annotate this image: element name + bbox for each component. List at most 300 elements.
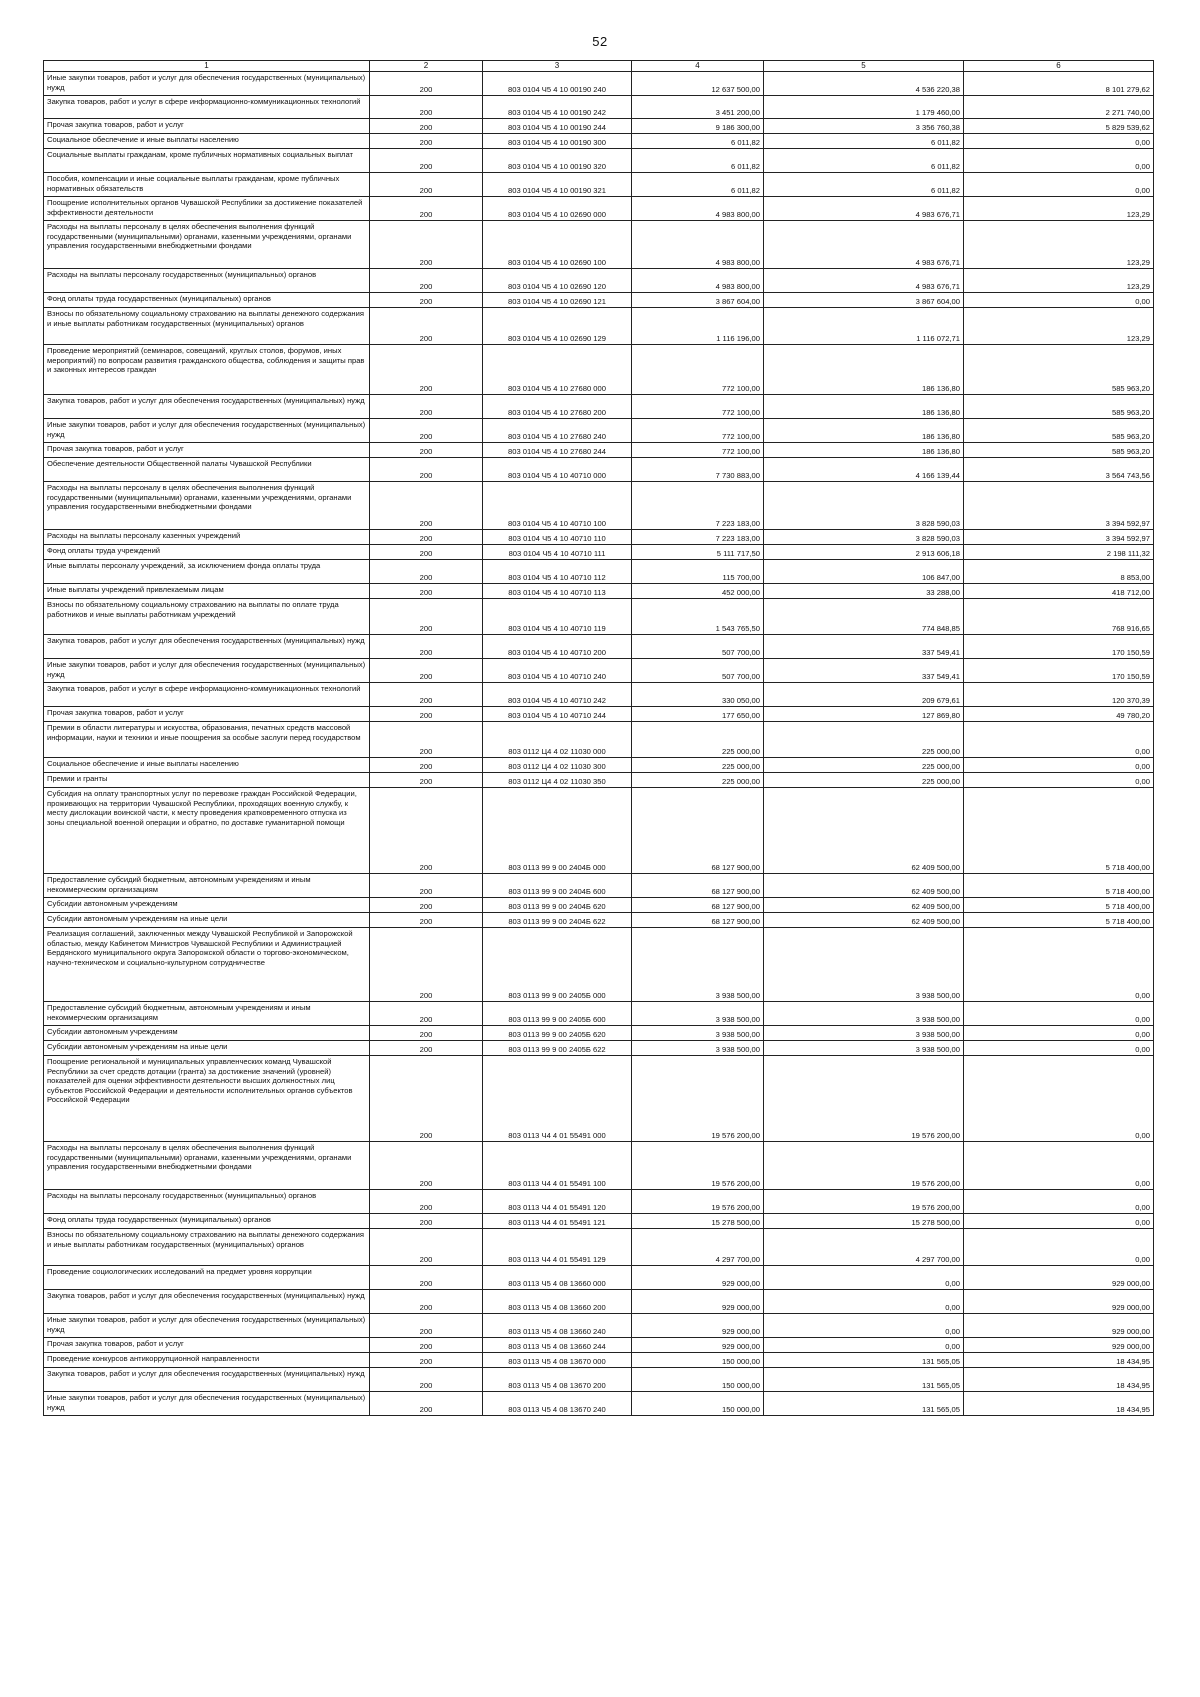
row-name: Субсидия на оплату транспортных услуг по перевозке граждан Российской Федерации, проживающих на территории Чувашской Республики, проходящих военную службу, к месту дислокации воинской части, к месту проведения кратковременного отпуска из зоны специальной военной операции и обратно, по доставке гуманитарной помощи xyxy=(44,788,370,874)
row-approved-amount: 929 000,00 xyxy=(632,1290,764,1314)
row-name: Прочая закупка товаров, работ и услуг xyxy=(44,1338,370,1353)
row-approved-amount: 3 938 500,00 xyxy=(632,1026,764,1041)
row-code: 200 xyxy=(370,345,483,395)
header-col-4: 4 xyxy=(632,61,764,72)
table-row xyxy=(44,458,1154,482)
row-name: Закупка товаров, работ и услуг в сфере информационно-коммуникационных технологий xyxy=(44,683,370,707)
table-row xyxy=(44,345,1154,395)
row-executed-amount: 3 938 500,00 xyxy=(764,928,964,1002)
row-approved-amount: 929 000,00 xyxy=(632,1314,764,1338)
table-row xyxy=(44,599,1154,635)
row-executed-amount: 127 869,80 xyxy=(764,707,964,722)
row-code: 200 xyxy=(370,1353,483,1368)
row-code: 200 xyxy=(370,1056,483,1142)
row-unexecuted-amount: 585 963,20 xyxy=(964,345,1154,395)
row-name: Субсидии автономным учреждениям на иные цели xyxy=(44,1041,370,1056)
row-approved-amount: 4 983 800,00 xyxy=(632,221,764,269)
row-name: Закупка товаров, работ и услуг для обеспечения государственных (муниципальных) нужд xyxy=(44,1368,370,1392)
row-unexecuted-amount: 170 150,59 xyxy=(964,635,1154,659)
row-budget-classification: 803 0113 Ч5 4 08 13660 244 xyxy=(483,1338,632,1353)
row-approved-amount: 7 223 183,00 xyxy=(632,530,764,545)
row-executed-amount: 106 847,00 xyxy=(764,560,964,584)
row-code: 200 xyxy=(370,221,483,269)
row-executed-amount: 337 549,41 xyxy=(764,659,964,683)
row-approved-amount: 12 637 500,00 xyxy=(632,72,764,96)
row-name: Иные выплаты учреждений привлекаемым лицам xyxy=(44,584,370,599)
row-unexecuted-amount: 0,00 xyxy=(964,1229,1154,1266)
row-budget-classification: 803 0104 Ч5 4 10 40710 111 xyxy=(483,545,632,560)
row-unexecuted-amount: 0,00 xyxy=(964,1002,1154,1026)
row-code: 200 xyxy=(370,1290,483,1314)
table-row xyxy=(44,1026,1154,1041)
row-name: Иные закупки товаров, работ и услуг для обеспечения государственных (муниципальных) нужд xyxy=(44,72,370,96)
row-code: 200 xyxy=(370,530,483,545)
row-executed-amount: 3 938 500,00 xyxy=(764,1002,964,1026)
row-code: 200 xyxy=(370,1392,483,1416)
row-name: Проведение социологических исследований на предмет уровня коррупции xyxy=(44,1266,370,1290)
row-unexecuted-amount: 0,00 xyxy=(964,1056,1154,1142)
row-unexecuted-amount: 3 394 592,97 xyxy=(964,530,1154,545)
table-row xyxy=(44,1190,1154,1214)
table-row xyxy=(44,1290,1154,1314)
row-budget-classification: 803 0113 Ч5 4 08 13660 200 xyxy=(483,1290,632,1314)
row-code: 200 xyxy=(370,134,483,149)
row-code: 200 xyxy=(370,1041,483,1056)
table-row xyxy=(44,874,1154,898)
row-approved-amount: 929 000,00 xyxy=(632,1338,764,1353)
row-budget-classification: 803 0104 Ч5 4 10 40710 244 xyxy=(483,707,632,722)
row-code: 200 xyxy=(370,928,483,1002)
row-approved-amount: 19 576 200,00 xyxy=(632,1190,764,1214)
row-code: 200 xyxy=(370,707,483,722)
row-unexecuted-amount: 0,00 xyxy=(964,149,1154,173)
row-code: 200 xyxy=(370,269,483,293)
table-row xyxy=(44,707,1154,722)
header-col-6: 6 xyxy=(964,61,1154,72)
row-executed-amount: 0,00 xyxy=(764,1314,964,1338)
row-approved-amount: 15 278 500,00 xyxy=(632,1214,764,1229)
row-name: Прочая закупка товаров, работ и услуг xyxy=(44,443,370,458)
table-row xyxy=(44,395,1154,419)
row-approved-amount: 150 000,00 xyxy=(632,1368,764,1392)
row-unexecuted-amount: 123,29 xyxy=(964,269,1154,293)
row-name: Прочая закупка товаров, работ и услуг xyxy=(44,707,370,722)
row-budget-classification: 803 0104 Ч5 4 10 40710 113 xyxy=(483,584,632,599)
row-budget-classification: 803 0113 99 9 00 2405Б 600 xyxy=(483,1002,632,1026)
row-code: 200 xyxy=(370,197,483,221)
row-unexecuted-amount: 585 963,20 xyxy=(964,419,1154,443)
row-code: 200 xyxy=(370,96,483,119)
row-executed-amount: 131 565,05 xyxy=(764,1353,964,1368)
table-row xyxy=(44,1041,1154,1056)
row-name: Поощрение региональной и муниципальных управленческих команд Чувашской Республики за счет средств дотации (гранта) за достижение значений (уровней) показателей для оценки эффективности деятельности высших должностных лиц субъектов Российской Федерации и деятельности исполнительных органов субъектов Российской Федерации xyxy=(44,1056,370,1142)
row-budget-classification: 803 0113 99 9 00 2404Б 622 xyxy=(483,913,632,928)
row-unexecuted-amount: 585 963,20 xyxy=(964,395,1154,419)
page-number: 52 xyxy=(592,34,608,49)
table-row xyxy=(44,1392,1154,1416)
row-name: Предоставление субсидий бюджетным, автономным учреждениям и иным некоммерческим организациям xyxy=(44,1002,370,1026)
row-budget-classification: 803 0104 Ч5 4 10 27680 244 xyxy=(483,443,632,458)
row-approved-amount: 3 938 500,00 xyxy=(632,928,764,1002)
row-name: Иные закупки товаров, работ и услуг для обеспечения государственных (муниципальных) нужд xyxy=(44,419,370,443)
table-row xyxy=(44,722,1154,758)
row-unexecuted-amount: 49 780,20 xyxy=(964,707,1154,722)
row-unexecuted-amount: 5 718 400,00 xyxy=(964,788,1154,874)
row-budget-classification: 803 0104 Ч5 4 10 40710 000 xyxy=(483,458,632,482)
row-approved-amount: 3 938 500,00 xyxy=(632,1002,764,1026)
row-approved-amount: 6 011,82 xyxy=(632,149,764,173)
row-code: 200 xyxy=(370,1214,483,1229)
row-unexecuted-amount: 123,29 xyxy=(964,197,1154,221)
row-name: Закупка товаров, работ и услуг для обеспечения государственных (муниципальных) нужд xyxy=(44,1290,370,1314)
row-name: Реализация соглашений, заключенных между Чувашской Республикой и Запорожской областью, между Кабинетом Министров Чувашской Республики и Администрацией Бердянского муниципального округа Запорожской области о торгово-экономическом, научно-техническом и социально-культурном сотрудничестве xyxy=(44,928,370,1002)
table-row xyxy=(44,293,1154,308)
row-approved-amount: 1 116 196,00 xyxy=(632,308,764,345)
row-approved-amount: 19 576 200,00 xyxy=(632,1056,764,1142)
row-code: 200 xyxy=(370,913,483,928)
row-executed-amount: 774 848,85 xyxy=(764,599,964,635)
row-approved-amount: 150 000,00 xyxy=(632,1353,764,1368)
row-budget-classification: 803 0104 Ч5 4 10 02690 121 xyxy=(483,293,632,308)
row-approved-amount: 150 000,00 xyxy=(632,1392,764,1416)
row-executed-amount: 3 938 500,00 xyxy=(764,1026,964,1041)
row-budget-classification: 803 0104 Ч5 4 10 40710 119 xyxy=(483,599,632,635)
row-code: 200 xyxy=(370,635,483,659)
header-col-3: 3 xyxy=(483,61,632,72)
row-unexecuted-amount: 0,00 xyxy=(964,173,1154,197)
row-approved-amount: 7 223 183,00 xyxy=(632,482,764,530)
row-code: 200 xyxy=(370,293,483,308)
table-row xyxy=(44,1338,1154,1353)
budget-execution-table xyxy=(43,60,1154,1416)
row-unexecuted-amount: 0,00 xyxy=(964,722,1154,758)
table-row xyxy=(44,221,1154,269)
row-executed-amount: 186 136,80 xyxy=(764,419,964,443)
row-budget-classification: 803 0104 Ч5 4 10 02690 100 xyxy=(483,221,632,269)
row-executed-amount: 33 288,00 xyxy=(764,584,964,599)
row-name: Фонд оплаты труда учреждений xyxy=(44,545,370,560)
row-code: 200 xyxy=(370,1002,483,1026)
row-unexecuted-amount: 0,00 xyxy=(964,293,1154,308)
row-approved-amount: 929 000,00 xyxy=(632,1266,764,1290)
row-approved-amount: 5 111 717,50 xyxy=(632,545,764,560)
table-row xyxy=(44,1266,1154,1290)
row-budget-classification: 803 0112 Ц4 4 02 11030 350 xyxy=(483,773,632,788)
row-name: Субсидии автономным учреждениям на иные цели xyxy=(44,913,370,928)
row-budget-classification: 803 0113 99 9 00 2405Б 620 xyxy=(483,1026,632,1041)
row-unexecuted-amount: 5 718 400,00 xyxy=(964,913,1154,928)
table-row xyxy=(44,560,1154,584)
row-code: 200 xyxy=(370,458,483,482)
row-unexecuted-amount: 0,00 xyxy=(964,928,1154,1002)
row-executed-amount: 0,00 xyxy=(764,1338,964,1353)
row-unexecuted-amount: 5 829 539,62 xyxy=(964,119,1154,134)
row-approved-amount: 7 730 883,00 xyxy=(632,458,764,482)
row-name: Поощрение исполнительных органов Чувашской Республики за достижение показателей эффективности деятельности xyxy=(44,197,370,221)
row-budget-classification: 803 0113 99 9 00 2405Б 000 xyxy=(483,928,632,1002)
row-code: 200 xyxy=(370,545,483,560)
table-body xyxy=(44,72,1154,1416)
row-unexecuted-amount: 123,29 xyxy=(964,308,1154,345)
table-row xyxy=(44,482,1154,530)
row-budget-classification: 803 0104 Ч5 4 10 40710 242 xyxy=(483,683,632,707)
row-approved-amount: 6 011,82 xyxy=(632,134,764,149)
row-code: 200 xyxy=(370,1142,483,1190)
row-budget-classification: 803 0113 Ч5 4 08 13670 240 xyxy=(483,1392,632,1416)
row-code: 200 xyxy=(370,1266,483,1290)
row-approved-amount: 452 000,00 xyxy=(632,584,764,599)
row-code: 200 xyxy=(370,1368,483,1392)
row-approved-amount: 3 451 200,00 xyxy=(632,96,764,119)
row-unexecuted-amount: 929 000,00 xyxy=(964,1314,1154,1338)
row-unexecuted-amount: 5 718 400,00 xyxy=(964,874,1154,898)
table-row xyxy=(44,530,1154,545)
row-code: 200 xyxy=(370,683,483,707)
row-budget-classification: 803 0104 Ч5 4 10 00190 242 xyxy=(483,96,632,119)
row-code: 200 xyxy=(370,1026,483,1041)
row-budget-classification: 803 0104 Ч5 4 10 27680 000 xyxy=(483,345,632,395)
row-name: Расходы на выплаты персоналу государственных (муниципальных) органов xyxy=(44,1190,370,1214)
row-budget-classification: 803 0104 Ч5 4 10 02690 129 xyxy=(483,308,632,345)
row-code: 200 xyxy=(370,659,483,683)
row-name: Прочая закупка товаров, работ и услуг xyxy=(44,119,370,134)
table-row xyxy=(44,1368,1154,1392)
row-code: 200 xyxy=(370,758,483,773)
row-executed-amount: 62 409 500,00 xyxy=(764,913,964,928)
row-budget-classification: 803 0104 Ч5 4 10 00190 320 xyxy=(483,149,632,173)
row-approved-amount: 330 050,00 xyxy=(632,683,764,707)
row-budget-classification: 803 0113 Ч5 4 08 13670 200 xyxy=(483,1368,632,1392)
row-executed-amount: 0,00 xyxy=(764,1290,964,1314)
row-executed-amount: 225 000,00 xyxy=(764,722,964,758)
row-budget-classification: 803 0104 Ч5 4 10 40710 240 xyxy=(483,659,632,683)
row-name: Премии и гранты xyxy=(44,773,370,788)
row-approved-amount: 68 127 900,00 xyxy=(632,898,764,913)
table-row xyxy=(44,635,1154,659)
row-executed-amount: 209 679,61 xyxy=(764,683,964,707)
row-executed-amount: 62 409 500,00 xyxy=(764,788,964,874)
row-unexecuted-amount: 929 000,00 xyxy=(964,1338,1154,1353)
row-budget-classification: 803 0104 Ч5 4 10 00190 321 xyxy=(483,173,632,197)
row-executed-amount: 4 297 700,00 xyxy=(764,1229,964,1266)
header-col-5: 5 xyxy=(764,61,964,72)
row-approved-amount: 68 127 900,00 xyxy=(632,913,764,928)
row-unexecuted-amount: 120 370,39 xyxy=(964,683,1154,707)
row-name: Социальные выплаты гражданам, кроме публичных нормативных социальных выплат xyxy=(44,149,370,173)
row-budget-classification: 803 0104 Ч5 4 10 00190 240 xyxy=(483,72,632,96)
row-approved-amount: 1 543 765,50 xyxy=(632,599,764,635)
row-code: 200 xyxy=(370,395,483,419)
row-code: 200 xyxy=(370,599,483,635)
row-name: Иные закупки товаров, работ и услуг для обеспечения государственных (муниципальных) нужд xyxy=(44,1392,370,1416)
row-budget-classification: 803 0104 Ч5 4 10 40710 112 xyxy=(483,560,632,584)
row-name: Предоставление субсидий бюджетным, автономным учреждениям и иным некоммерческим организациям xyxy=(44,874,370,898)
row-code: 200 xyxy=(370,773,483,788)
row-code: 200 xyxy=(370,874,483,898)
row-executed-amount: 186 136,80 xyxy=(764,345,964,395)
row-executed-amount: 131 565,05 xyxy=(764,1392,964,1416)
row-budget-classification: 803 0113 Ч4 4 01 55491 129 xyxy=(483,1229,632,1266)
row-executed-amount: 6 011,82 xyxy=(764,149,964,173)
row-code: 200 xyxy=(370,482,483,530)
row-approved-amount: 225 000,00 xyxy=(632,758,764,773)
table-row xyxy=(44,72,1154,96)
table-row xyxy=(44,443,1154,458)
row-unexecuted-amount: 0,00 xyxy=(964,758,1154,773)
row-budget-classification: 803 0113 Ч4 4 01 55491 120 xyxy=(483,1190,632,1214)
row-unexecuted-amount: 0,00 xyxy=(964,1041,1154,1056)
row-unexecuted-amount: 0,00 xyxy=(964,1026,1154,1041)
row-approved-amount: 225 000,00 xyxy=(632,722,764,758)
row-approved-amount: 772 100,00 xyxy=(632,345,764,395)
table-row xyxy=(44,1353,1154,1368)
row-name: Обеспечение деятельности Общественной палаты Чувашской Республики xyxy=(44,458,370,482)
row-budget-classification: 803 0104 Ч5 4 10 27680 200 xyxy=(483,395,632,419)
row-budget-classification: 803 0113 99 9 00 2404Б 000 xyxy=(483,788,632,874)
row-unexecuted-amount: 929 000,00 xyxy=(964,1266,1154,1290)
row-approved-amount: 4 983 800,00 xyxy=(632,197,764,221)
row-name: Социальное обеспечение и иные выплаты населению xyxy=(44,758,370,773)
table-row xyxy=(44,119,1154,134)
row-approved-amount: 68 127 900,00 xyxy=(632,788,764,874)
header-col-2: 2 xyxy=(370,61,483,72)
table-row xyxy=(44,308,1154,345)
table-row xyxy=(44,584,1154,599)
row-budget-classification: 803 0112 Ц4 4 02 11030 300 xyxy=(483,758,632,773)
row-name: Взносы по обязательному социальному страхованию на выплаты денежного содержания и иные выплаты работникам государственных (муниципальных) органов xyxy=(44,1229,370,1266)
row-name: Иные выплаты персоналу учреждений, за исключением фонда оплаты труда xyxy=(44,560,370,584)
row-unexecuted-amount: 2 198 111,32 xyxy=(964,545,1154,560)
row-unexecuted-amount: 0,00 xyxy=(964,134,1154,149)
row-budget-classification: 803 0104 Ч5 4 10 02690 000 xyxy=(483,197,632,221)
row-name: Иные закупки товаров, работ и услуг для обеспечения государственных (муниципальных) нужд xyxy=(44,659,370,683)
row-name: Закупка товаров, работ и услуг в сфере информационно-коммуникационных технологий xyxy=(44,96,370,119)
header-row xyxy=(44,61,1154,72)
row-budget-classification: 803 0113 Ч5 4 08 13670 000 xyxy=(483,1353,632,1368)
row-name: Субсидии автономным учреждениям xyxy=(44,1026,370,1041)
table-row xyxy=(44,928,1154,1002)
row-name: Расходы на выплаты персоналу государственных (муниципальных) органов xyxy=(44,269,370,293)
row-executed-amount: 186 136,80 xyxy=(764,443,964,458)
row-code: 200 xyxy=(370,149,483,173)
row-name: Фонд оплаты труда государственных (муниципальных) органов xyxy=(44,1214,370,1229)
row-code: 200 xyxy=(370,72,483,96)
row-executed-amount: 3 938 500,00 xyxy=(764,1041,964,1056)
row-name: Премии в области литературы и искусства, образования, печатных средств массовой информации, науки и техники и иные поощрения за особые заслуги перед государством xyxy=(44,722,370,758)
row-code: 200 xyxy=(370,308,483,345)
row-budget-classification: 803 0104 Ч5 4 10 27680 240 xyxy=(483,419,632,443)
table-row xyxy=(44,149,1154,173)
row-code: 200 xyxy=(370,584,483,599)
row-executed-amount: 4 536 220,38 xyxy=(764,72,964,96)
row-executed-amount: 4 983 676,71 xyxy=(764,221,964,269)
row-unexecuted-amount: 18 434,95 xyxy=(964,1392,1154,1416)
row-name: Социальное обеспечение и иные выплаты населению xyxy=(44,134,370,149)
row-budget-classification: 803 0113 Ч5 4 08 13660 000 xyxy=(483,1266,632,1290)
row-code: 200 xyxy=(370,1190,483,1214)
row-name: Иные закупки товаров, работ и услуг для обеспечения государственных (муниципальных) нужд xyxy=(44,1314,370,1338)
header-col-1: 1 xyxy=(44,61,370,72)
row-executed-amount: 3 828 590,03 xyxy=(764,530,964,545)
row-name: Расходы на выплаты персоналу в целях обеспечения выполнения функций государственными (муниципальными) органами, казенными учреждениями, органами управления государственными внебюджетными фондами xyxy=(44,482,370,530)
row-budget-classification: 803 0113 99 9 00 2404Б 620 xyxy=(483,898,632,913)
row-budget-classification: 803 0104 Ч5 4 10 00190 244 xyxy=(483,119,632,134)
row-code: 200 xyxy=(370,173,483,197)
table-row xyxy=(44,1214,1154,1229)
row-name: Пособия, компенсации и иные социальные выплаты гражданам, кроме публичных нормативных обязательств xyxy=(44,173,370,197)
row-executed-amount: 3 867 604,00 xyxy=(764,293,964,308)
row-name: Расходы на выплаты персоналу казенных учреждений xyxy=(44,530,370,545)
row-code: 200 xyxy=(370,119,483,134)
table-row xyxy=(44,788,1154,874)
table-row xyxy=(44,173,1154,197)
row-approved-amount: 507 700,00 xyxy=(632,659,764,683)
row-name: Расходы на выплаты персоналу в целях обеспечения выполнения функций государственными (муниципальными) органами, казенными учреждениями, органами управления государственными внебюджетными фондами xyxy=(44,221,370,269)
row-approved-amount: 772 100,00 xyxy=(632,443,764,458)
row-unexecuted-amount: 18 434,95 xyxy=(964,1353,1154,1368)
row-unexecuted-amount: 8 101 279,62 xyxy=(964,72,1154,96)
row-name: Фонд оплаты труда государственных (муниципальных) органов xyxy=(44,293,370,308)
row-approved-amount: 68 127 900,00 xyxy=(632,874,764,898)
row-code: 200 xyxy=(370,443,483,458)
row-executed-amount: 337 549,41 xyxy=(764,635,964,659)
row-unexecuted-amount: 0,00 xyxy=(964,1142,1154,1190)
row-code: 200 xyxy=(370,1314,483,1338)
row-approved-amount: 225 000,00 xyxy=(632,773,764,788)
row-budget-classification: 803 0104 Ч5 4 10 40710 110 xyxy=(483,530,632,545)
table-row xyxy=(44,134,1154,149)
table-row xyxy=(44,1314,1154,1338)
row-unexecuted-amount: 0,00 xyxy=(964,1190,1154,1214)
row-unexecuted-amount: 170 150,59 xyxy=(964,659,1154,683)
row-approved-amount: 9 186 300,00 xyxy=(632,119,764,134)
row-approved-amount: 507 700,00 xyxy=(632,635,764,659)
row-approved-amount: 4 983 800,00 xyxy=(632,269,764,293)
row-executed-amount: 2 913 606,18 xyxy=(764,545,964,560)
row-executed-amount: 186 136,80 xyxy=(764,395,964,419)
row-approved-amount: 19 576 200,00 xyxy=(632,1142,764,1190)
table-row xyxy=(44,1142,1154,1190)
row-executed-amount: 6 011,82 xyxy=(764,134,964,149)
row-executed-amount: 225 000,00 xyxy=(764,758,964,773)
row-executed-amount: 4 166 139,44 xyxy=(764,458,964,482)
row-approved-amount: 772 100,00 xyxy=(632,395,764,419)
row-unexecuted-amount: 3 394 592,97 xyxy=(964,482,1154,530)
row-executed-amount: 62 409 500,00 xyxy=(764,898,964,913)
row-unexecuted-amount: 2 271 740,00 xyxy=(964,96,1154,119)
row-unexecuted-amount: 418 712,00 xyxy=(964,584,1154,599)
row-executed-amount: 1 179 460,00 xyxy=(764,96,964,119)
row-executed-amount: 19 576 200,00 xyxy=(764,1142,964,1190)
row-budget-classification: 803 0104 Ч5 4 10 00190 300 xyxy=(483,134,632,149)
row-name: Субсидии автономным учреждениям xyxy=(44,898,370,913)
row-budget-classification: 803 0104 Ч5 4 10 02690 120 xyxy=(483,269,632,293)
row-code: 200 xyxy=(370,722,483,758)
row-name: Взносы по обязательному социальному страхованию на выплаты денежного содержания и иные выплаты работникам государственных (муниципальных) органов xyxy=(44,308,370,345)
row-budget-classification: 803 0113 Ч4 4 01 55491 121 xyxy=(483,1214,632,1229)
row-code: 200 xyxy=(370,1338,483,1353)
row-executed-amount: 0,00 xyxy=(764,1266,964,1290)
row-approved-amount: 115 700,00 xyxy=(632,560,764,584)
row-executed-amount: 3 828 590,03 xyxy=(764,482,964,530)
row-budget-classification: 803 0113 99 9 00 2404Б 600 xyxy=(483,874,632,898)
row-code: 200 xyxy=(370,1229,483,1266)
row-name: Закупка товаров, работ и услуг для обеспечения государственных (муниципальных) нужд xyxy=(44,635,370,659)
row-name: Проведение мероприятий (семинаров, совещаний, круглых столов, форумов, иных мероприятий) по вопросам развития гражданского общества, соблюдения и защиты прав и законных интересов граждан xyxy=(44,345,370,395)
row-approved-amount: 3 867 604,00 xyxy=(632,293,764,308)
row-executed-amount: 19 576 200,00 xyxy=(764,1056,964,1142)
row-name: Закупка товаров, работ и услуг для обеспечения государственных (муниципальных) нужд xyxy=(44,395,370,419)
